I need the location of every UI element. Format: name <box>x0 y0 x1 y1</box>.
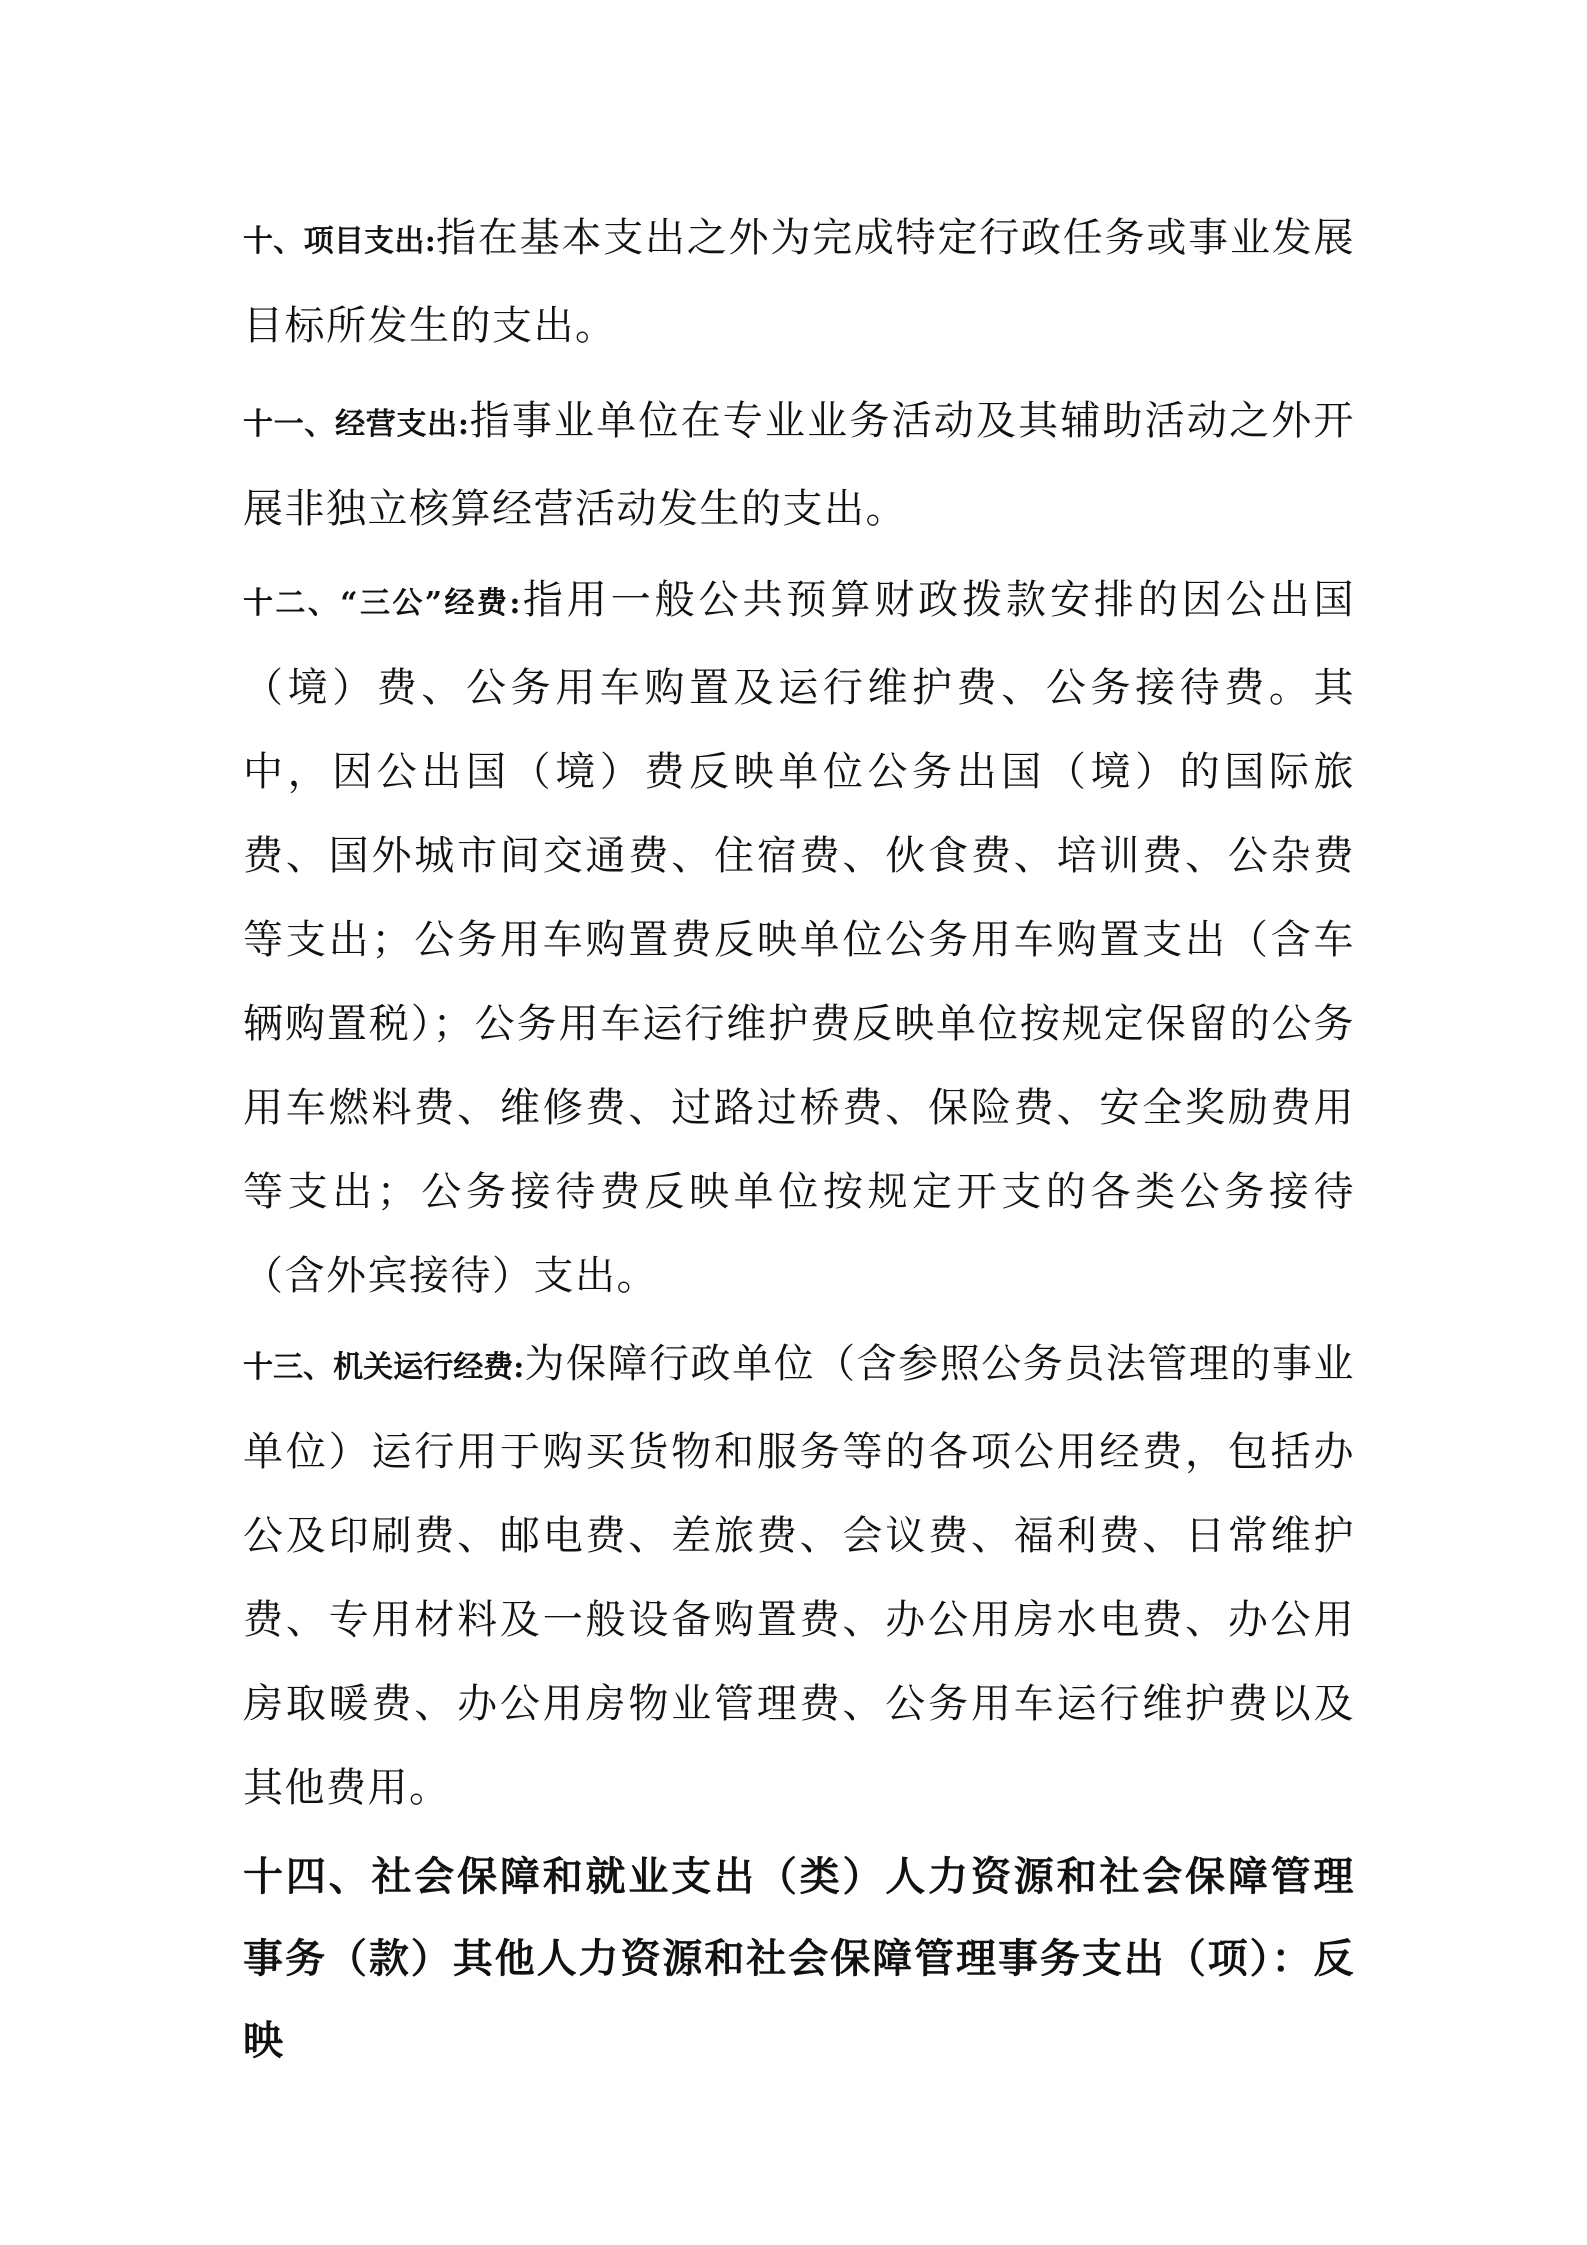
paragraph-body: 指事业单位在专业业务活动及其辅助活动之外开展非独立核算经营活动发生的支出。 <box>243 398 1356 532</box>
term-separator: : <box>424 224 436 259</box>
term-heading: 十二、“三公”经费 <box>243 586 510 621</box>
paragraph-operating-expenditure <box>243 379 1355 547</box>
term-separator: : <box>509 586 521 621</box>
paragraph-body: 指用一般公共预算财政拨款安排的因公出国（境）费、公务用车购置及运行维护费、公务接待费。其中，因公出国（境）费反映单位公务出国（境）的国际旅费、国外城市间交通费、住宿费、伙食费、培训费、公杂费等支出；公务用车购置费反映单位公务用车购置支出（含车辆购置税）；公务用车运行维护费反映单位按规定保留的公务用车燃料费、维修费、过路过桥费、保险费、安全奖励费用等支出；公务接待费反映单位按规定开支的各类公务接待（含外宾接待）支出。 <box>243 577 1356 1299</box>
paragraph-agency-operating-funds <box>243 1322 1355 1826</box>
term-heading: 十、项目支出 <box>243 224 425 259</box>
term-separator: : <box>513 1350 525 1385</box>
paragraph-body: 指在基本支出之外为完成特定行政任务或事业发展目标所发生的支出。 <box>243 215 1356 349</box>
paragraph-body: 为保障行政单位（含参照公务员法管理的事业单位）运行用于购买货物和服务等的各项公用经费，包括办公及印刷费、邮电费、差旅费、会议费、福利费、日常维护费、专用材料及一般设备购置费、办公用房水电费、办公用房取暖费、办公用房物业管理费、公务用车运行维护费以及其他费用。 <box>243 1341 1356 1811</box>
paragraph-social-security-expenditure: 十四、社会保障和就业支出（类）人力资源和社会保障管理事务（款）其他人力资源和社会保障管理事务支出（项）：反映 <box>243 1853 1355 2064</box>
term-heading: 十一、经营支出 <box>243 407 458 442</box>
term-heading: 十三、机关运行经费 <box>243 1350 514 1385</box>
term-separator: : <box>457 407 469 442</box>
paragraph-three-public-expenses <box>243 558 1355 1314</box>
paragraph-project-expenditure <box>243 196 1355 364</box>
